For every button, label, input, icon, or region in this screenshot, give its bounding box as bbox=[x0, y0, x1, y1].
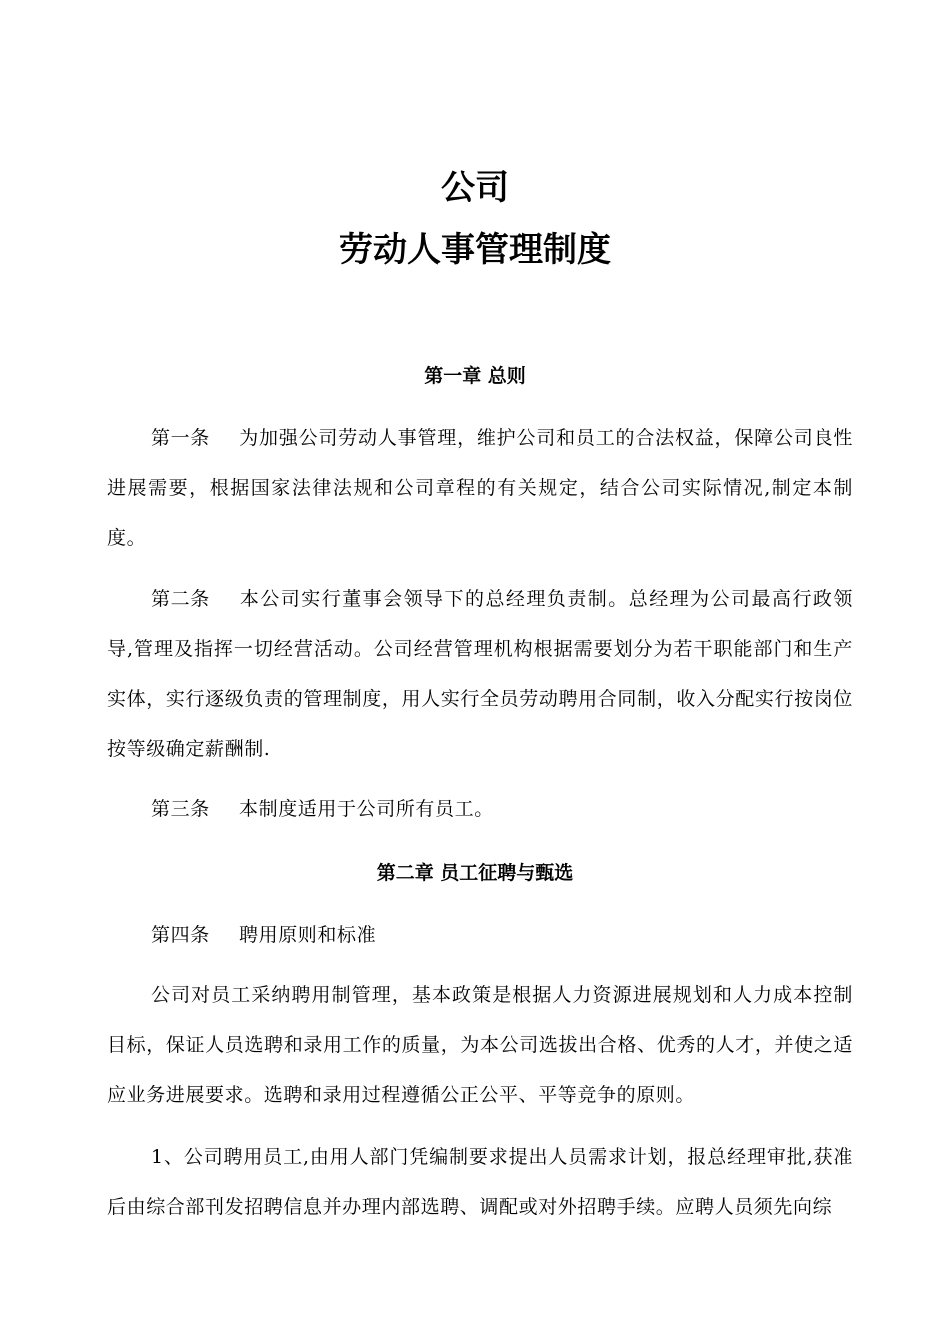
article-3 bbox=[107, 784, 853, 834]
article-2 bbox=[107, 574, 853, 774]
article-4 bbox=[107, 910, 853, 960]
document-title-company: 公司 bbox=[441, 168, 509, 208]
hiring-policy-paragraph: 公司对员工采纳聘用制管理，基本政策是根据人力资源进展规划和人力成本控制目标，保证人员选聘和录用工作的质量，为本公司选拔出合格、优秀的人才，并使之适应业务进展要求。选聘和录用过程遵循公正公平、平等竞争的原则。 bbox=[107, 984, 853, 1106]
hiring-item-1: 1、公司聘用员工,由用人部门凭编制要求提出人员需求计划，报总经理审批,获准后由综合部刊发招聘信息并办理内部选聘、调配或对外招聘手续。应聘人员须先向综 bbox=[107, 1146, 853, 1218]
chapter-1-heading: 第一章 总则 bbox=[424, 365, 526, 387]
article-4-text: 聘用原则和标准 bbox=[239, 924, 377, 946]
article-2-text: 本公司实行董事会领导下的总经理负责制。总经理为公司最高行政领导,管理及指挥一切经营活动。公司经营管理机构根据需要划分为若干职能部门和生产实体，实行逐级负责的管理制度，用人实行全员劳动聘用合同制，收入分配实行按岗位按等级确定薪酬制. bbox=[107, 588, 853, 760]
document-title-main: 劳动人事管理制度 bbox=[339, 230, 611, 270]
chapter-2-heading: 第二章 员工征聘与甄选 bbox=[376, 862, 574, 884]
article-2-label: 第二条 bbox=[151, 588, 210, 610]
article-1 bbox=[107, 413, 853, 563]
article-1-label: 第一条 bbox=[151, 427, 210, 449]
article-3-label: 第三条 bbox=[151, 798, 210, 820]
article-4-label: 第四条 bbox=[151, 924, 210, 946]
article-3-text: 本制度适用于公司所有员工。 bbox=[239, 798, 494, 820]
article-1-text: 为加强公司劳动人事管理，维护公司和员工的合法权益，保障公司良性进展需要，根据国家法律法规和公司章程的有关规定，结合公司实际情况,制定本制度。 bbox=[107, 427, 853, 549]
